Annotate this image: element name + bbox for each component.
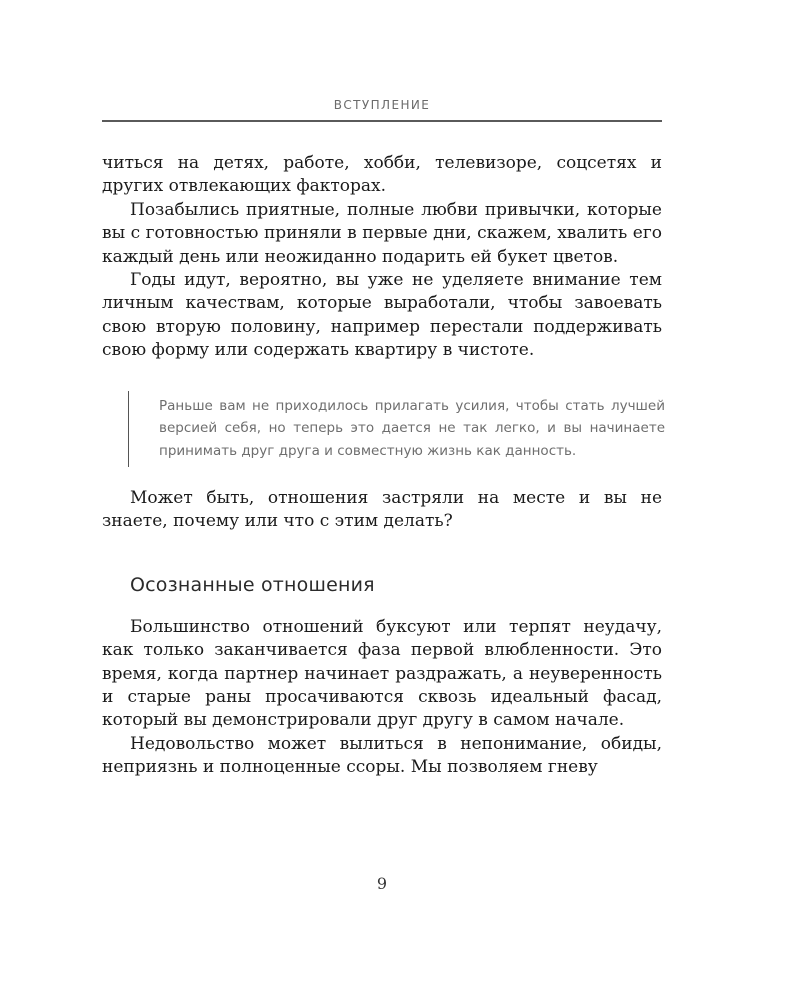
paragraph-years: Годы идут, вероятно, вы уже не уделяете внимание тем личным качествам, которые выработали, чтобы завоевать свою вторую половину, например перестали поддерживать свою форму или содержать квартиру в чистоте. [102, 270, 662, 361]
page-number: 9 [376, 874, 388, 893]
book-page [102, 0, 665, 1000]
paragraph-continuation: читься на детях, работе, хобби, телевизоре, соцсетях и других отвлекающих факторах. [102, 153, 662, 197]
paragraph-habits: Позабылись приятные, полные любви привычки, которые вы с готовностью приняли в первые дни, скажем, хвалить его каждый день или неожиданно подарить ей букет цветов. [102, 199, 662, 267]
paragraph-stuck: Может быть, отношения застряли на месте и вы не знаете, почему или что с этим делать? [102, 488, 662, 532]
section-heading: Осознанные отношения [130, 573, 375, 596]
pull-quote [128, 391, 665, 467]
body-text [102, 152, 665, 780]
pull-quote-text: Раньше вам не приходилось прилагать усилия, чтобы стать лучшей версией себя, но теперь это дается не так легко, и вы начинаете принимать друг друга и совместную жизнь как данность. [159, 397, 665, 460]
header-rule [102, 120, 662, 122]
paragraph-dissatisfaction: Недовольство может вылиться в непонимание, обиды, неприязнь и полноценные ссоры. Мы позволяем гневу [102, 733, 662, 778]
paragraph-relationships: Большинство отношений буксуют или терпят неудачу, как только заканчивается фаза первой влюбленности. Это время, когда партнер начинает раздражать, а неуверенность и старые раны просачиваются сквозь идеальный фасад, который вы демонстрировали друг другу в самом начале. [102, 616, 662, 731]
running-head: ВСТУПЛЕНИЕ [333, 98, 431, 112]
